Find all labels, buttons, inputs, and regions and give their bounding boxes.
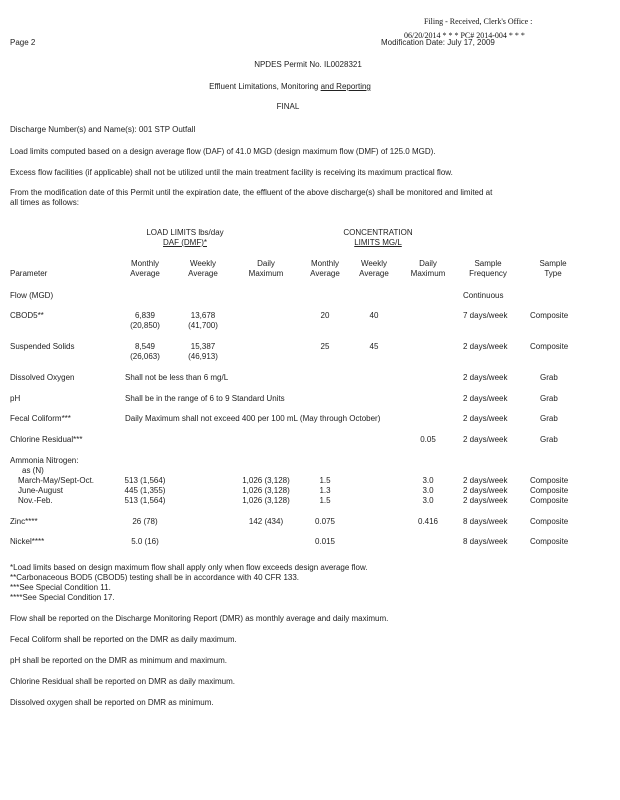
- zinc-load-daily: 142 (434): [248, 517, 284, 526]
- tss-load-monthly: 8,549: [134, 342, 156, 351]
- col-parameter: Parameter: [10, 269, 48, 278]
- param-fecal-coliform: Fecal Coliform***: [10, 414, 71, 423]
- filing-stamp-line1: Filing - Received, Clerk's Office :: [424, 17, 533, 26]
- ammonia-frequency: 2 days/week: [463, 476, 508, 485]
- col-sample-type-2: Type: [544, 269, 562, 278]
- discharge-line: Discharge Number(s) and Name(s): 001 STP Outfall: [10, 125, 196, 134]
- group-load-line1: LOAD LIMITS lbs/day: [146, 228, 224, 237]
- final-label: FINAL: [276, 102, 300, 111]
- zinc-type: Composite: [530, 517, 569, 526]
- filing-stamp-line2: 06/20/2014 * * * PC# 2014-004 * * *: [404, 31, 525, 40]
- param-tss: Suspended Solids: [10, 342, 75, 351]
- group-conc-line1: CONCENTRATION: [343, 228, 413, 237]
- zinc-load-monthly: 26 (78): [132, 517, 158, 526]
- coliform-limit: Daily Maximum shall not exceed 400 per 100 mL (May through October): [125, 414, 381, 423]
- do-frequency: 2 days/week: [463, 373, 508, 382]
- monitoring-line-1: From the modification date of this Permit until the expiration date, the effluent of the above discharge(s) shall be monitored and limited at: [10, 188, 493, 197]
- ammonia-conc-monthly: 1.5: [319, 496, 331, 505]
- chlorine-conc-daily: 0.05: [420, 435, 436, 444]
- cbod-type: Composite: [530, 311, 569, 320]
- footnote-3: ***See Special Condition 11.: [10, 583, 111, 592]
- ammonia-conc-monthly: 1.5: [319, 476, 331, 485]
- param-cbod: CBOD5**: [10, 311, 44, 320]
- col-load-daily-1: Daily: [257, 259, 275, 268]
- ammonia-frequency: 2 days/week: [463, 496, 508, 505]
- col-conc-daily-2: Maximum: [410, 269, 446, 278]
- col-load-daily-2: Maximum: [248, 269, 284, 278]
- ammonia-conc-daily: 3.0: [422, 486, 434, 495]
- excess-flow-line: Excess flow facilities (if applicable) shall not be utilized until the main treatment facility is receiving its maximum practical flow.: [10, 168, 453, 177]
- zinc-conc-monthly: 0.075: [314, 517, 336, 526]
- col-conc-weekly-1: Weekly: [360, 259, 388, 268]
- note-chlorine: Chlorine Residual shall be reported on DMR as daily maximum.: [10, 677, 235, 686]
- nickel-conc-monthly: 0.015: [314, 537, 336, 546]
- footnote-2: **Carbonaceous BOD5 (CBOD5) testing shall be in accordance with 40 CFR 133.: [10, 573, 300, 582]
- tss-type: Composite: [530, 342, 569, 351]
- tss-load-monthly-dmf: (26,063): [130, 352, 160, 361]
- ammonia-conc-monthly: 1.3: [319, 486, 331, 495]
- monitoring-line-2: all times as follows:: [10, 198, 79, 207]
- page-number: Page 2: [10, 38, 36, 47]
- do-type: Grab: [540, 373, 558, 382]
- zinc-frequency: 8 days/week: [463, 517, 508, 526]
- cbod-load-weekly-dmf: (41,700): [188, 321, 218, 330]
- tss-frequency: 2 days/week: [463, 342, 508, 351]
- ammonia-season: Nov.-Feb.: [18, 496, 53, 505]
- param-nickel: Nickel****: [10, 537, 45, 546]
- coliform-frequency: 2 days/week: [463, 414, 508, 423]
- nickel-load-monthly: 5.0 (16): [131, 537, 159, 546]
- group-conc-line2: LIMITS MG/L: [354, 238, 402, 247]
- col-conc-monthly-1: Monthly: [310, 259, 340, 268]
- col-load-monthly-2: Average: [130, 269, 160, 278]
- note-dissolved-oxygen: Dissolved oxygen shall be reported on DMR as minimum.: [10, 698, 214, 707]
- cbod-conc-weekly: 40: [369, 311, 379, 320]
- permit-number: NPDES Permit No. IL0028321: [254, 60, 362, 69]
- tss-load-weekly-dmf: (46,913): [188, 352, 218, 361]
- cbod-load-monthly: 6,839: [134, 311, 156, 320]
- param-chlorine: Chlorine Residual***: [10, 435, 83, 444]
- tss-load-weekly: 15,387: [190, 342, 216, 351]
- ammonia-load-monthly: 513 (1,564): [124, 476, 166, 485]
- page-title-suffix: and Reporting: [320, 82, 371, 91]
- col-load-weekly-2: Average: [188, 269, 218, 278]
- ammonia-type: Composite: [530, 486, 569, 495]
- cbod-load-weekly: 13,678: [190, 311, 216, 320]
- coliform-type: Grab: [540, 414, 558, 423]
- chlorine-type: Grab: [540, 435, 558, 444]
- note-ph: pH shall be reported on the DMR as minimum and maximum.: [10, 656, 227, 665]
- col-sample-frequency-2: Frequency: [469, 269, 507, 278]
- ammonia-load-daily: 1,026 (3,128): [242, 496, 290, 505]
- do-limit: Shall not be less than 6 mg/L: [125, 373, 229, 382]
- cbod-load-monthly-dmf: (20,850): [130, 321, 160, 330]
- cbod-conc-monthly: 20: [320, 311, 330, 320]
- freq-flow: Continuous: [463, 291, 504, 300]
- ammonia-load-monthly: 445 (1,355): [124, 486, 166, 495]
- chlorine-frequency: 2 days/week: [463, 435, 508, 444]
- ammonia-type: Composite: [530, 476, 569, 485]
- col-conc-daily-1: Daily: [419, 259, 437, 268]
- page-title: [209, 82, 371, 92]
- tss-conc-monthly: 25: [320, 342, 330, 351]
- ammonia-type: Composite: [530, 496, 569, 505]
- param-ammonia: Ammonia Nitrogen:: [10, 456, 79, 465]
- ammonia-season: March-May/Sept-Oct.: [18, 476, 95, 485]
- tss-conc-weekly: 45: [369, 342, 379, 351]
- load-limits-line: Load limits computed based on a design average flow (DAF) of 41.0 MGD (design maximum flow (DMF) of 125.0 MGD).: [10, 147, 436, 156]
- note-flow: Flow shall be reported on the Discharge Monitoring Report (DMR) as monthly average and daily maximum.: [10, 614, 389, 623]
- col-conc-monthly-2: Average: [310, 269, 340, 278]
- param-ph: pH: [10, 394, 21, 403]
- ammonia-conc-daily: 3.0: [422, 476, 434, 485]
- note-fecal-coliform: Fecal Coliform shall be reported on the DMR as daily maximum.: [10, 635, 237, 644]
- nickel-frequency: 8 days/week: [463, 537, 508, 546]
- param-zinc: Zinc****: [10, 517, 38, 526]
- col-sample-type-1: Sample: [539, 259, 567, 268]
- ammonia-load-daily: 1,026 (3,128): [242, 486, 290, 495]
- ammonia-frequency: 2 days/week: [463, 486, 508, 495]
- zinc-conc-daily: 0.416: [417, 517, 439, 526]
- ph-frequency: 2 days/week: [463, 394, 508, 403]
- param-ammonia-unit: as (N): [22, 466, 44, 475]
- ammonia-season: June-August: [18, 486, 63, 495]
- nickel-type: Composite: [530, 537, 569, 546]
- page-title-prefix: Effluent Limitations, Monitoring: [209, 82, 319, 91]
- cbod-frequency: 7 days/week: [463, 311, 508, 320]
- ammonia-conc-daily: 3.0: [422, 496, 434, 505]
- ph-type: Grab: [540, 394, 558, 403]
- ammonia-load-monthly: 513 (1,564): [124, 496, 166, 505]
- param-flow: Flow (MGD): [10, 291, 54, 300]
- col-conc-weekly-2: Average: [359, 269, 389, 278]
- footnote-4: ****See Special Condition 17.: [10, 593, 115, 602]
- modification-date: Modification Date: July 17, 2009: [381, 38, 495, 47]
- col-sample-frequency-1: Sample: [474, 259, 502, 268]
- ph-limit: Shall be in the range of 6 to 9 Standard Units: [125, 394, 285, 403]
- footnote-1: *Load limits based on design maximum flow shall apply only when flow exceeds design average flow.: [10, 563, 368, 572]
- group-load-line2: DAF (DMF)*: [163, 238, 207, 247]
- param-do: Dissolved Oxygen: [10, 373, 75, 382]
- col-load-weekly-1: Weekly: [189, 259, 217, 268]
- col-load-monthly-1: Monthly: [130, 259, 160, 268]
- ammonia-load-daily: 1,026 (3,128): [242, 476, 290, 485]
